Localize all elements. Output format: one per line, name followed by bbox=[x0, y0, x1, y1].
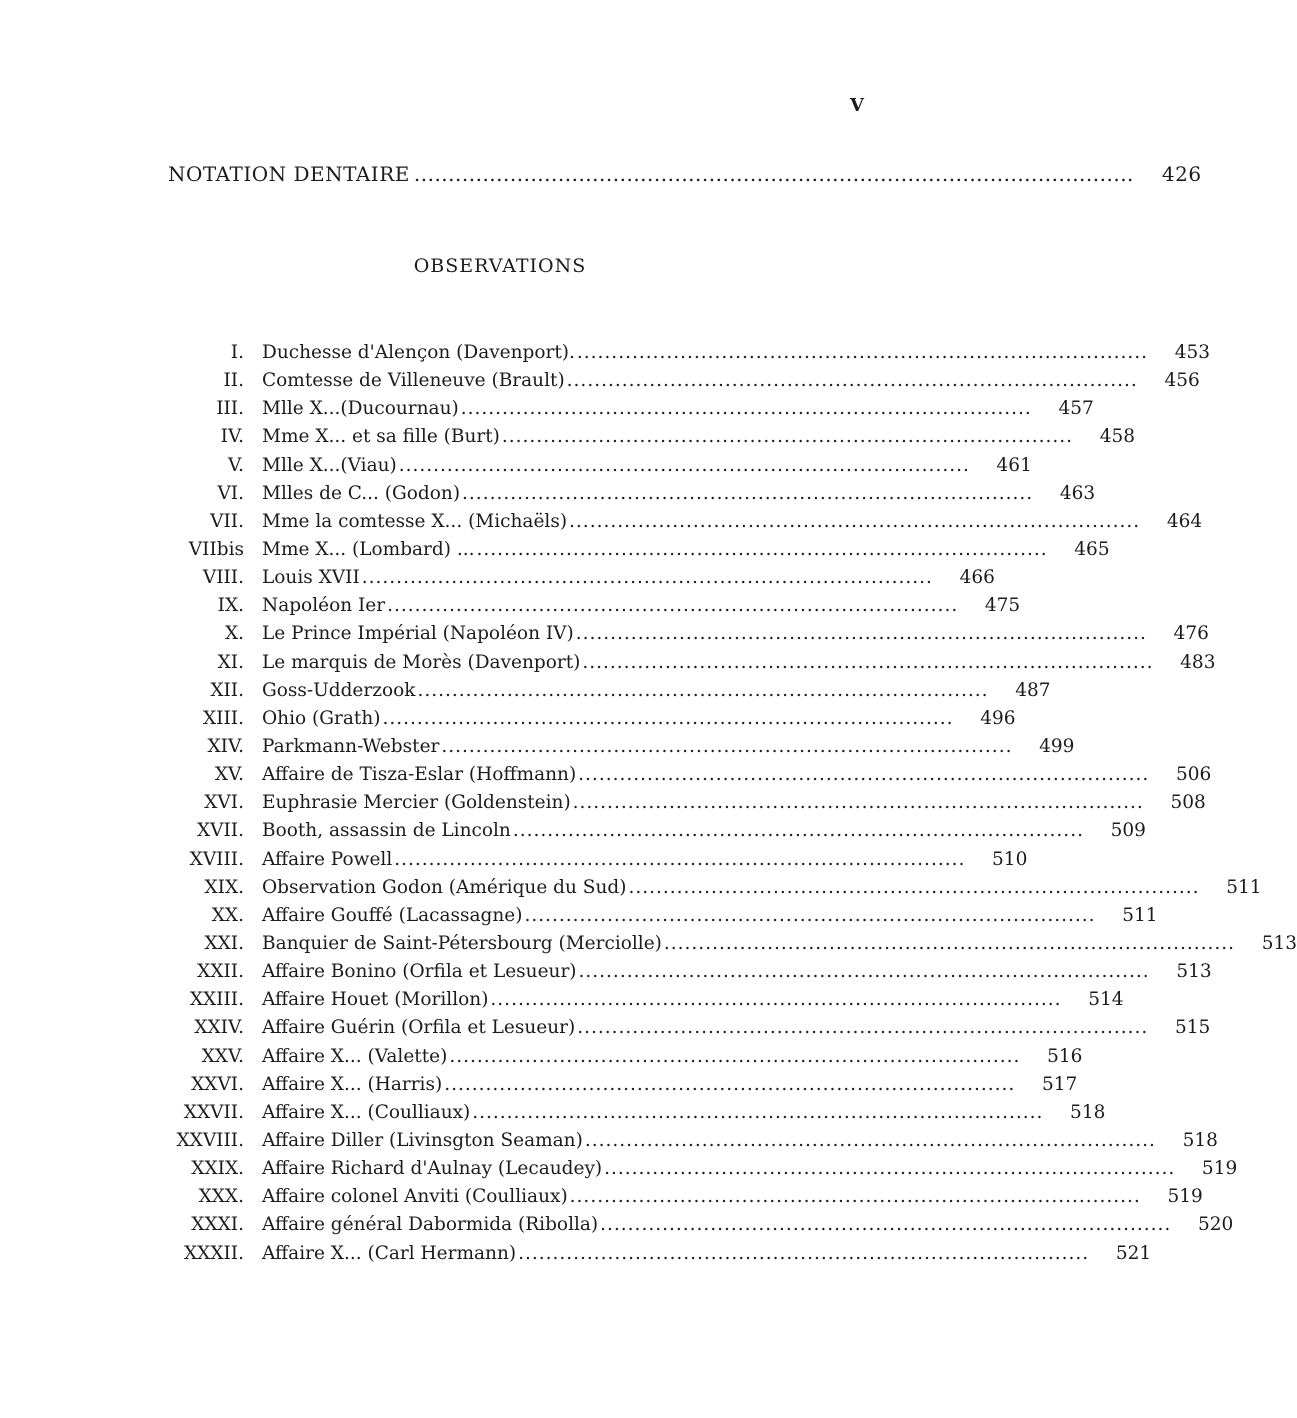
observation-title: Affaire X... (Carl Hermann) bbox=[262, 1242, 517, 1264]
dot-leader: ................................................................................... bbox=[663, 932, 1235, 954]
dot-leader: ................................................................................... bbox=[382, 707, 954, 729]
observation-number: IV. bbox=[220, 426, 244, 448]
observation-page: 509 bbox=[1110, 820, 1146, 842]
dot-leader: ................................................................................... bbox=[444, 1073, 1016, 1095]
observation-title: Goss-Udderzook bbox=[262, 679, 416, 701]
observation-page: 475 bbox=[984, 595, 1021, 617]
observation-title: Duchesse d'Alençon (Davenport). bbox=[262, 342, 575, 363]
dot-leader: ................................................................................... bbox=[576, 342, 1148, 363]
toc-row[interactable] bbox=[150, 848, 1028, 877]
observation-number: XXVII. bbox=[183, 1101, 244, 1123]
observation-title: Affaire général Dabormida (Ribolla) bbox=[262, 1214, 599, 1236]
dot-leader: ................................................................................... bbox=[604, 1158, 1176, 1180]
toc-row[interactable] bbox=[150, 1186, 1203, 1214]
observation-title: Mlles de C... (Godon) bbox=[262, 482, 461, 504]
toc-row[interactable] bbox=[150, 370, 1200, 398]
toc-row[interactable] bbox=[150, 989, 1124, 1017]
observation-number: XVII. bbox=[196, 820, 244, 842]
observation-number: X. bbox=[224, 623, 244, 645]
toc-row[interactable] bbox=[150, 567, 995, 595]
observation-page: 463 bbox=[1059, 482, 1096, 504]
observation-page: 519 bbox=[1201, 1158, 1238, 1180]
observation-page: 521 bbox=[1115, 1242, 1152, 1264]
dot-leader: ................................................................................... bbox=[628, 876, 1200, 898]
observation-number: VI. bbox=[217, 482, 244, 504]
toc-entry-notation-dentaire[interactable] bbox=[168, 162, 1202, 186]
toc-row[interactable] bbox=[150, 932, 1297, 961]
observation-number: XXXII. bbox=[183, 1242, 244, 1264]
dot-leader: ................................................................................... bbox=[572, 792, 1144, 814]
toc-row[interactable] bbox=[150, 1242, 1152, 1271]
observation-page: 487 bbox=[1015, 679, 1051, 701]
dot-leader: ................................................................................... bbox=[569, 510, 1141, 532]
observation-title: Booth, assassin de Lincoln bbox=[262, 820, 511, 842]
dot-leader: ................................................................................... bbox=[578, 764, 1150, 786]
observation-title: Parkmann-Webster bbox=[262, 735, 440, 757]
observation-page: 457 bbox=[1058, 398, 1094, 420]
observation-number: II. bbox=[223, 370, 244, 392]
observation-number: XXXI. bbox=[191, 1214, 244, 1236]
observation-number: XXV. bbox=[201, 1045, 244, 1067]
toc-row[interactable] bbox=[150, 904, 1158, 933]
observation-title: Le marquis de Morès (Davenport) bbox=[262, 651, 581, 673]
dot-leader: ................................................................................... bbox=[578, 961, 1150, 983]
observation-page: 464 bbox=[1166, 510, 1203, 532]
dot-leader: ................................................................................... bbox=[490, 989, 1062, 1011]
dot-leader: ................................................................................... bbox=[398, 454, 970, 476]
observation-page: 496 bbox=[980, 707, 1016, 729]
observation-number: XXII. bbox=[197, 961, 244, 983]
observation-number: XVIII. bbox=[189, 848, 244, 870]
toc-row[interactable] bbox=[150, 398, 1094, 426]
observation-page: 466 bbox=[959, 567, 995, 589]
observation-number: III. bbox=[216, 398, 244, 420]
observation-number: XXIX. bbox=[191, 1158, 244, 1180]
observation-number: XX. bbox=[211, 904, 244, 926]
dot-leader: ................................................................................... bbox=[472, 1101, 1044, 1123]
observation-number: V. bbox=[227, 454, 244, 476]
observation-number: XIX. bbox=[204, 876, 244, 898]
toc-row[interactable] bbox=[150, 792, 1206, 820]
observation-number: VIII. bbox=[202, 567, 244, 589]
toc-row[interactable] bbox=[150, 426, 1135, 454]
observation-number: XII. bbox=[210, 679, 244, 701]
dot-leader: ................................................................................... bbox=[501, 426, 1073, 448]
toc-row[interactable] bbox=[150, 454, 1032, 483]
toc-row[interactable] bbox=[150, 820, 1146, 848]
dot-leader: ................................................................................... bbox=[361, 567, 933, 589]
observation-page: 456 bbox=[1164, 370, 1200, 392]
observation-page: 513 bbox=[1261, 932, 1297, 954]
section-title: OBSERVATIONS bbox=[413, 255, 587, 277]
observation-title: Affaire Bonino (Orfila et Lesueur) bbox=[262, 961, 577, 983]
dot-leader: ................................................................................... bbox=[584, 1129, 1156, 1151]
observation-number: XIII. bbox=[203, 707, 244, 729]
observation-number: XVI. bbox=[204, 792, 244, 814]
observation-number: XXX. bbox=[198, 1186, 244, 1208]
dot-leader: ................................................................................... bbox=[460, 398, 1032, 420]
observation-number: VIIbis bbox=[188, 538, 244, 560]
observation-title: Le Prince Impérial (Napoléon IV) bbox=[262, 623, 574, 645]
observation-page: 508 bbox=[1170, 792, 1206, 814]
observation-title: Affaire Houet (Morillon) bbox=[262, 989, 489, 1011]
observation-number: XXVI. bbox=[191, 1073, 244, 1095]
dot-leader: ................................................................................... bbox=[441, 735, 1013, 757]
observation-page: 510 bbox=[992, 848, 1028, 870]
observation-page: 511 bbox=[1226, 876, 1262, 898]
observation-page: 476 bbox=[1173, 623, 1209, 645]
dot-leader: ................................................................................... bbox=[577, 1017, 1149, 1039]
toc-row[interactable] bbox=[150, 1073, 1078, 1102]
dot-leader: ................................................................................... bbox=[524, 904, 1096, 926]
observation-number: XV. bbox=[214, 764, 244, 786]
dot-leader: ................................................................................... bbox=[394, 848, 966, 870]
observation-title: Mlle X...(Ducournau) bbox=[262, 398, 459, 420]
toc-row[interactable] bbox=[150, 1129, 1218, 1158]
observation-title: Mlle X...(Viau) bbox=[262, 454, 397, 476]
observation-page: 514 bbox=[1088, 989, 1124, 1011]
observation-page: 519 bbox=[1167, 1186, 1203, 1208]
entry-page: 426 bbox=[1161, 162, 1202, 186]
toc-row[interactable] bbox=[150, 876, 1262, 905]
observation-title: Mme X... et sa fille (Burt) bbox=[262, 426, 500, 448]
toc-row[interactable] bbox=[150, 1017, 1211, 1045]
observation-title: Louis XVII bbox=[262, 567, 360, 589]
dot-leader: ................................................................................... bbox=[600, 1214, 1172, 1236]
observation-number: I. bbox=[230, 342, 244, 363]
dot-leader: ................................................................................... bbox=[566, 370, 1138, 392]
dot-leader: ......................................................................................................... bbox=[413, 162, 1134, 186]
observation-title: Affaire Richard d'Aulnay (Lecaudey) bbox=[262, 1158, 603, 1180]
toc-row[interactable] bbox=[150, 1045, 1083, 1074]
observation-title: Mme la comtesse X... (Michaëls) bbox=[262, 510, 568, 532]
toc-row[interactable] bbox=[150, 961, 1212, 989]
observation-page: 513 bbox=[1176, 961, 1212, 983]
observation-page: 518 bbox=[1070, 1101, 1106, 1123]
observation-number: XXVIII. bbox=[176, 1129, 244, 1151]
observation-title: Banquier de Saint-Pétersbourg (Merciolle) bbox=[262, 932, 662, 954]
toc-row[interactable] bbox=[150, 510, 1203, 539]
observation-page: 520 bbox=[1197, 1214, 1234, 1236]
toc-row[interactable] bbox=[150, 735, 1075, 764]
toc-row[interactable] bbox=[150, 764, 1212, 792]
toc-row[interactable] bbox=[150, 342, 1210, 370]
dot-leader: ................................................................................... bbox=[476, 538, 1048, 560]
observation-title: Affaire X... (Valette) bbox=[262, 1045, 448, 1067]
observation-number: XIV. bbox=[207, 735, 244, 757]
observation-page: 483 bbox=[1180, 651, 1216, 673]
observation-title: Affaire Guérin (Orfila et Lesueur) bbox=[262, 1017, 576, 1039]
observation-page: 506 bbox=[1175, 764, 1212, 786]
observation-title: Observation Godon (Amérique du Sud) bbox=[262, 876, 627, 898]
observation-title: Ohio (Grath) bbox=[262, 707, 381, 729]
dot-leader: ................................................................................... bbox=[512, 820, 1084, 842]
dot-leader: ................................................................................... bbox=[582, 651, 1154, 673]
observation-page: 499 bbox=[1039, 735, 1075, 757]
observation-title: Affaire X... (Harris) bbox=[262, 1073, 443, 1095]
dot-leader: ................................................................................... bbox=[575, 623, 1147, 645]
dot-leader: ................................................................................... bbox=[569, 1186, 1141, 1208]
dot-leader: ................................................................................... bbox=[387, 595, 959, 617]
observation-title: Affaire Diller (Livinsgton Seaman) bbox=[262, 1129, 583, 1151]
toc-row[interactable] bbox=[150, 595, 1021, 623]
toc-row[interactable] bbox=[150, 707, 1016, 736]
observation-title: Comtesse de Villeneuve (Brault) bbox=[262, 370, 565, 392]
observation-page: 458 bbox=[1099, 426, 1135, 448]
observation-title: Affaire colonel Anviti (Coulliaux) bbox=[262, 1186, 568, 1208]
observation-page: 516 bbox=[1047, 1045, 1083, 1067]
observation-title: Affaire Powell bbox=[262, 848, 393, 870]
observation-page: 517 bbox=[1041, 1073, 1078, 1095]
toc-row[interactable] bbox=[150, 538, 1110, 567]
observation-number: VII. bbox=[210, 510, 244, 532]
dot-leader: ................................................................................... bbox=[417, 679, 989, 701]
observation-number: IX. bbox=[217, 595, 244, 617]
toc-row[interactable] bbox=[150, 1158, 1238, 1186]
dot-leader: ................................................................................... bbox=[518, 1242, 1090, 1264]
page-number: V bbox=[850, 95, 864, 116]
observation-number: XXIII. bbox=[189, 989, 244, 1011]
toc-row[interactable] bbox=[150, 651, 1216, 680]
observation-number: XXIV. bbox=[194, 1017, 244, 1039]
observation-title: Euphrasie Mercier (Goldenstein) bbox=[262, 792, 571, 814]
dot-leader: ................................................................................... bbox=[449, 1045, 1021, 1067]
observation-page: 518 bbox=[1182, 1129, 1218, 1151]
observation-title: Affaire X... (Coulliaux) bbox=[262, 1101, 471, 1123]
observation-title: Napoléon Ier bbox=[262, 595, 386, 617]
observation-title: Affaire Gouffé (Lacassagne) bbox=[262, 904, 523, 926]
observations-list bbox=[150, 342, 1297, 1271]
observation-page: 511 bbox=[1122, 904, 1158, 926]
entry-title: NOTATION DENTAIRE bbox=[168, 162, 410, 186]
observation-number: XI. bbox=[217, 651, 244, 673]
observation-title: Affaire de Tisza-Eslar (Hoffmann) bbox=[262, 764, 577, 786]
toc-row[interactable] bbox=[150, 1101, 1106, 1130]
observation-page: 515 bbox=[1175, 1017, 1211, 1039]
toc-row[interactable] bbox=[150, 1214, 1234, 1242]
toc-row[interactable] bbox=[150, 623, 1209, 651]
observation-page: 461 bbox=[996, 454, 1032, 476]
dot-leader: ................................................................................... bbox=[462, 482, 1034, 504]
observation-number: XXI. bbox=[204, 932, 244, 954]
toc-row[interactable] bbox=[150, 679, 1051, 708]
observation-title: Mme X... (Lombard) ... bbox=[262, 538, 475, 560]
toc-row[interactable] bbox=[150, 482, 1096, 511]
observation-page: 465 bbox=[1074, 538, 1110, 560]
observation-page: 453 bbox=[1174, 342, 1210, 363]
